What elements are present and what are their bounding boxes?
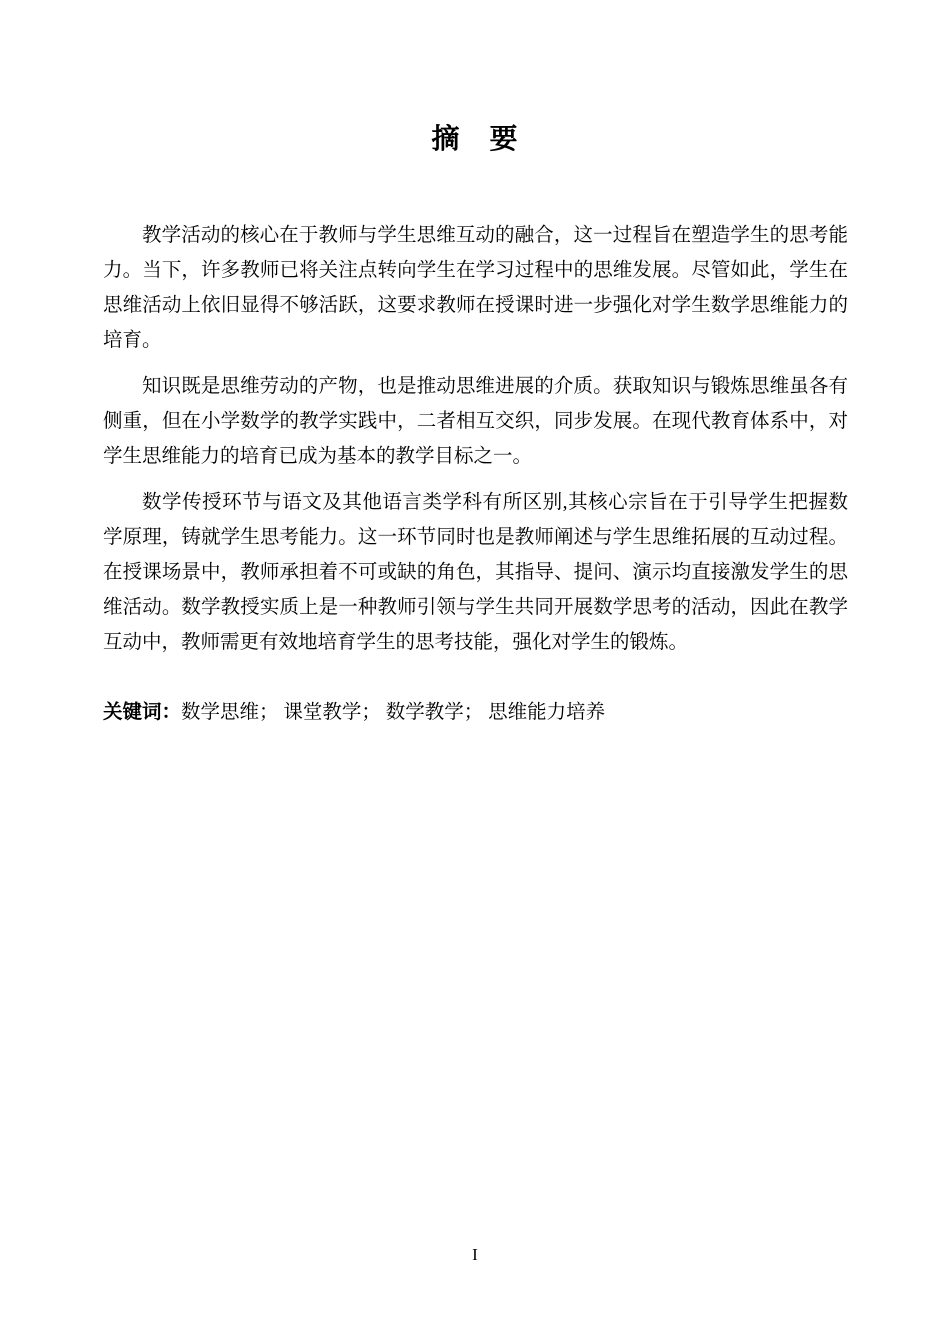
keywords-label: 关键词：	[103, 701, 182, 723]
keywords-text: 数学思维； 课堂教学； 数学教学； 思维能力培养	[181, 702, 606, 723]
abstract-paragraph-3: 数学传授环节与语文及其他语言类学科有所区别,其核心宗旨在于引导学生把握数学原理，铸就学生思考能力。这一环节同时也是教师阐述与学生思维拓展的互动过程。在授课场景中，教师承担着不可或缺的角色，其指导、提问、演示均直接激发学生的思维活动。数学教授实质上是一种教师引领与学生共同开展数学思考的活动，因此在教学互动中，教师需更有效地培育学生的思考技能，强化对学生的锻炼。	[103, 492, 848, 653]
page-number: I	[472, 1245, 478, 1264]
abstract-title: 摘 要	[431, 123, 519, 154]
abstract-paragraph-1: 教学活动的核心在于教师与学生思维互动的融合，这一过程旨在塑造学生的思考能力。当下，许多教师已将关注点转向学生在学习过程中的思维发展。尽管如此，学生在思维活动上依旧显得不够活跃，这要求教师在授课时进一步强化对学生数学思维能力的培育。	[103, 225, 848, 351]
abstract-paragraph-2: 知识既是思维劳动的产物，也是推动思维进展的介质。获取知识与锻炼思维虽各有侧重，但在小学数学的教学实践中，二者相互交织，同步发展。在现代教育体系中，对学生思维能力的培育已成为基本的教学目标之一。	[103, 376, 848, 467]
abstract-body	[103, 218, 848, 730]
keywords-line	[103, 695, 848, 730]
